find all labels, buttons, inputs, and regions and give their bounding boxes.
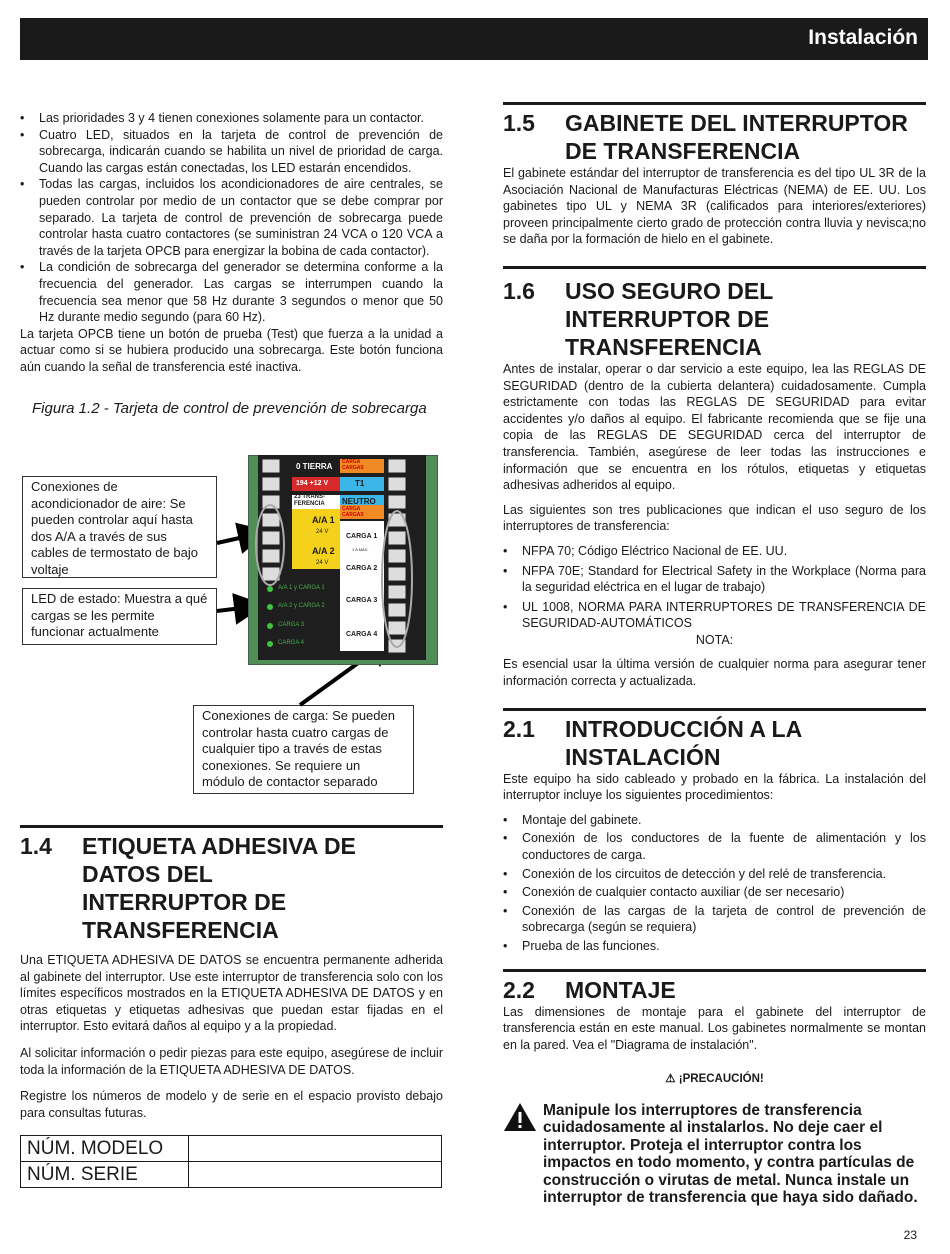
paragraph: Registre los números de modelo y de serie en el espacio provisto debajo para consultas futuras.: [20, 1089, 443, 1120]
model-serial-table: [20, 1135, 442, 1188]
list-item: • UL 1008, NORMA PARA INTERRUPTORES DE TRANSFERENCIA DE SEGURIDAD-AUTOMÁTICOS: [503, 599, 926, 632]
page-section-title: Instalación: [808, 26, 918, 49]
caution-label: ¡PRECAUCIÓN!: [678, 1073, 764, 1086]
section-title: GABINETE DEL INTERRUPTOR DE TRANSFERENCIA: [565, 110, 908, 164]
section-rule: [503, 266, 926, 269]
section-number: 1.5: [503, 110, 535, 136]
board-led3-label: CARGA 3: [278, 622, 305, 628]
board-carga2-label: CARGA 2: [346, 565, 378, 572]
section-heading: [20, 832, 443, 944]
standards-list: [503, 543, 926, 632]
list-item: • Conexión de los conductores de la fuente de alimentación y los conductores de carga.: [503, 830, 926, 863]
board-t1-label: T1: [355, 479, 365, 488]
right-column: [503, 102, 926, 1207]
section-rule: [503, 708, 926, 711]
list-item: • NFPA 70E; Standard for Electrical Safety in the Workplace (Norma para la seguridad eléctrica en el lugar de trabajo): [503, 563, 926, 596]
board-ac1-label: A/A 1: [312, 515, 335, 525]
paragraph: Al solicitar información o pedir piezas para este equipo, asegúrese de incluir toda la información de la ETIQUETA ADHESIVA DE DATOS.: [20, 1045, 443, 1077]
page-number: 23: [903, 1228, 917, 1242]
serial-number-label: NÚM. SERIE: [21, 1162, 189, 1188]
model-number-field[interactable]: [189, 1136, 442, 1162]
section-title: INTRODUCCIÓN A LA INSTALACIÓN: [565, 715, 802, 770]
warning-block: [503, 1102, 926, 1207]
section-rule: [503, 102, 926, 105]
section-heading: [503, 976, 926, 1004]
board-12v-label: 194 +12 V: [296, 480, 329, 487]
list-item: • Prueba de las funciones.: [503, 938, 926, 955]
section-heading: [503, 109, 926, 165]
warning-text: Manipule los interruptores de transferencia cuidadosamente al instalarlos. No deje caer el interruptor. Proteja el interruptor contra los impactos en todo momento, y contra partículas de construcción o virutas de metal. Nunca instale un interruptor de transferencia que haya sido dañado.: [543, 1101, 918, 1207]
list-item: • La condición de sobrecarga del generador se determina conforme a la frecuencia del generador. Las cargas se interrumpen cuando la frecuencia sea menor que 58 Hz durante 3 segundos o menor que 50 Hz durante medio segundo (para 60 Hz).: [20, 259, 443, 325]
list-item: • Todas las cargas, incluidos los acondicionadores de aire centrales, se pueden controlar por medio de un contactor que se debe comprar por separado. La tarjeta de control de prevención de sobrecarga puede controlar hasta cuatro contactores (se suministran 24 VCA o 120 VCA a través de la tarjeta OPCB para energizar la bobina de cada contactor).: [20, 176, 443, 259]
section-1-4: [20, 825, 443, 1188]
paragraph: El gabinete estándar del interruptor de transferencia es del tipo UL 3R de la Asociación Nacional de Manufacturas Eléctricas (NEMA) de EE. UU. Los gabinetes tipo UL y NEMA 3R (calificados para interiores/exteriores) proveen principalmente cierto grado de protección contra lluvia y nevisca;no se daña por la formación de hielo en el gabinete.: [503, 166, 926, 247]
ac-connections-callout: Conexiones de acondicionador de aire: Se pueden controlar aquí hasta dos A/A a través de sus cables de termostato de bajo voltaje: [22, 476, 217, 578]
paragraph: Antes de instalar, operar o dar servicio a este equipo, lea las REGLAS DE SEGURIDAD (dentro de la cubierta delantera) cuidadosamente. Cumpla estrictamente con todas las REGLAS DE SEGURIDAD para evitar accidentes y/o daños al equipo. El fabricante recomienda que se fije una copia de las REGLAS DE SEGURIDAD cerca del interruptor de transferencia. También, asegúrese de leer todas las instrucciones e información que se encuentra en los rótulos, etiquetas y etiquetas adhesivas adheridos al equipo.: [503, 361, 926, 493]
list-item: • Conexión de los circuitos de detección y del relé de transferencia.: [503, 866, 926, 883]
warning-triangle-icon: [503, 1102, 543, 1207]
section-number: 2.2: [503, 976, 535, 1003]
section-heading: [503, 277, 926, 361]
section-heading: [503, 715, 926, 771]
board-carga1-label: CARGA 1: [346, 533, 378, 540]
board-24v-label-2: 24 V: [316, 560, 329, 566]
table-row: [21, 1162, 442, 1188]
procedures-list: [503, 812, 926, 955]
list-item: • Conexión de cualquier contacto auxiliar (de ser necesario): [503, 884, 926, 901]
list-item: • Conexión de las cargas de la tarjeta de control de prevención de sobrecarga (según se requiera): [503, 903, 926, 936]
model-number-label: NÚM. MODELO: [21, 1136, 189, 1162]
paragraph: Una ETIQUETA ADHESIVA DE DATOS se encuentra permanente adherida al gabinete del interruptor. Use este interruptor de transferencia solo con los límites específicos mostrados en la ETIQUETA ADHESIVA DE DATOS y en otras etiquetas y etiquetas adhesivas que puedan estar fijadas en el interruptor. Esto evitará daños al equipo y a la propiedad.: [20, 953, 443, 1034]
load-connections-callout: Conexiones de carga: Se pueden controlar hasta cuatro cargas de cualquier tipo a través de estas conexiones. Se requiere un módulo de contactor separado: [193, 705, 414, 794]
figure-caption: Figura 1.2 - Tarjeta de control de prevención de sobrecarga: [32, 399, 427, 417]
paragraph: Las dimensiones de montaje para el gabinete del interruptor de transferencia están en este manual. Los gabinetes normalmente se montan en la pared. Vea el "Diagrama de instalación".: [503, 1004, 926, 1052]
section-rule: [503, 969, 926, 972]
board-carga-cargas-label: CARGA CARGAS: [342, 459, 364, 471]
table-row: [21, 1136, 442, 1162]
note-paragraph: Es esencial usar la última versión de cualquier norma para asegurar tener información correcta y actualizada.: [503, 657, 926, 689]
board-transfer-label: 23 TRANS-FERENCIA: [294, 494, 326, 507]
board-max-label: 1 A MÁX.: [352, 547, 369, 552]
board-ground-label: 0 TIERRA: [296, 462, 333, 471]
board-carga3-label: CARGA 3: [346, 597, 378, 604]
board-neutro-label: NEUTRO: [342, 497, 376, 506]
board-carga-cargas-label-2: CARGA CARGAS: [342, 506, 364, 518]
section-number: 1.6: [503, 277, 535, 304]
warning-triangle-icon: ⚠: [665, 1073, 676, 1086]
section-rule: [20, 825, 443, 828]
board-led1-label: A/A 1 y CARGA 1: [278, 585, 325, 591]
list-item: • Cuatro LED, situados en la tarjeta de control de prevención de sobrecarga, indicarán cuando se habilita un nivel de prioridad de carga. Cuando las cargas están conectadas, los LED estarán encendidos.: [20, 127, 443, 177]
opcb-board-diagram: [248, 455, 438, 665]
list-item: • Montaje del gabinete.: [503, 812, 926, 829]
paragraph: Este equipo ha sido cableado y probado en la fábrica. La instalación del interruptor incluye los siguientes procedimientos:: [503, 771, 926, 803]
list-item: • NFPA 70; Código Eléctrico Nacional de EE. UU.: [503, 543, 926, 560]
board-led4-label: CARGA 4: [278, 640, 305, 646]
board-led2-label: A/A 2 y CARGA 2: [278, 603, 325, 609]
paragraph: Las siguientes son tres publicaciones que indican el uso seguro de los interruptores de transferencia:: [503, 502, 926, 534]
section-number: 2.1: [503, 715, 535, 742]
status-led-callout: LED de estado: Muestra a qué cargas se les permite funcionar actualmente: [22, 588, 217, 645]
note-label: NOTA:: [695, 632, 734, 647]
section-title: USO SEGURO DEL INTERRUPTOR DE TRANSFERENCIA: [565, 277, 773, 360]
section-title: ETIQUETA ADHESIVA DE DATOS DEL INTERRUPTOR DE TRANSFERENCIA: [82, 833, 356, 943]
caution-heading: [503, 1071, 926, 1088]
section-title: MONTAJE: [565, 976, 676, 1003]
list-item: • Las prioridades 3 y 4 tienen conexiones solamente para un contactor.: [20, 110, 443, 127]
board-carga4-label: CARGA 4: [346, 631, 378, 638]
board-24v-label: 24 V: [316, 529, 329, 535]
section-number: 1.4: [20, 833, 52, 859]
test-button-paragraph: La tarjeta OPCB tiene un botón de prueba (Test) que fuerza a la unidad a actuar como si se hubiera producido una sobrecarga. Este botón funciona aún cuando la señal de transferencia esté inactiva.: [20, 326, 443, 374]
serial-number-field[interactable]: [189, 1162, 442, 1188]
board-ac2-label: A/A 2: [312, 546, 335, 556]
